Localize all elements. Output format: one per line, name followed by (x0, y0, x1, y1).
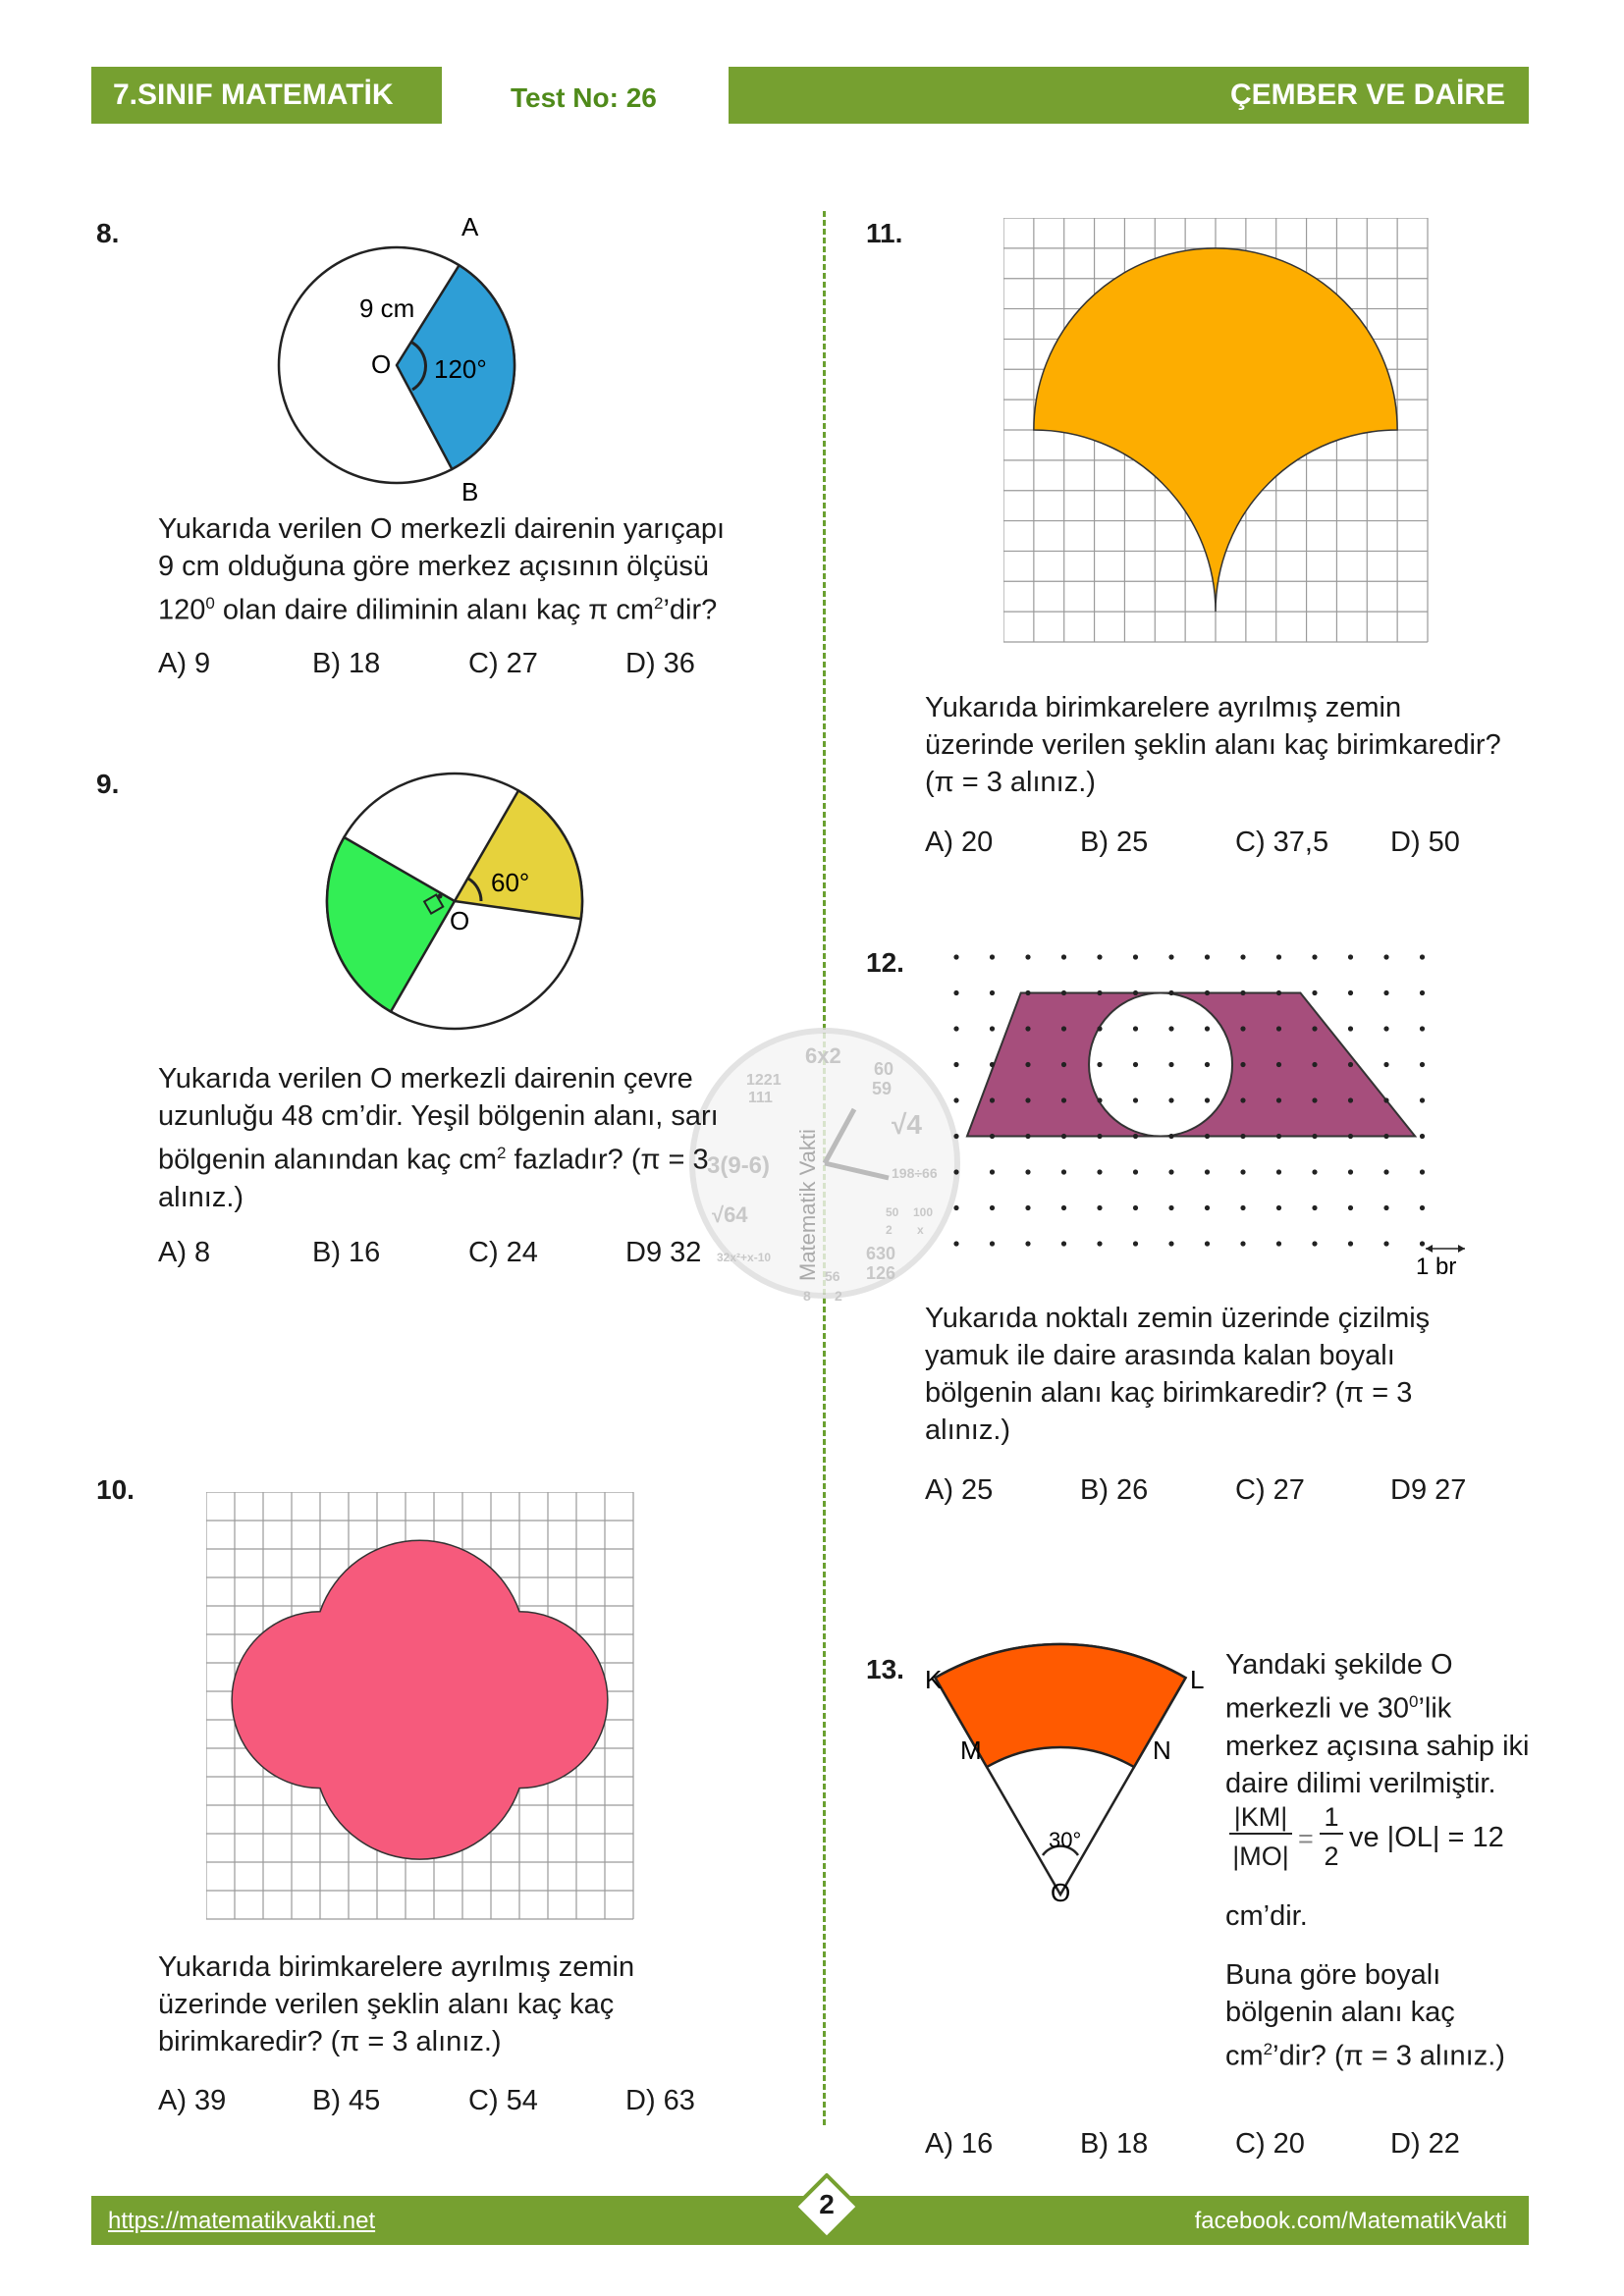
wm-snippet-4: 59 (872, 1079, 893, 1098)
q13-text-line7: bölgenin alanı kaç (1225, 1997, 1455, 2028)
q13-number: 13. (866, 1654, 904, 1684)
q12-figure (943, 942, 1473, 1286)
q10-pink-shape (232, 1540, 608, 1859)
q9-choice-a[interactable]: A) 8 (158, 1237, 211, 1268)
q10-text-line2: üzerinde verilen şeklin alanı kaç kaç (158, 1989, 615, 2020)
q9-text-line2: uzunluğu 48 cm’dir. Yeşil bölgenin alanı, sarı (158, 1100, 719, 1132)
q13-frac-num: |KM| (1229, 1802, 1292, 1835)
q11-text-line1: Yukarıda birimkarelere ayrılmış zemin (925, 692, 1402, 723)
q13-text-line8: $cm^2’dir$? (π = 3 alınız.) (1225, 2040, 1505, 2072)
q13-text-line2: merkezli ve $30^0’lik$ (1225, 1692, 1452, 1725)
q13-text-line1: Yandaki şekilde O (1225, 1649, 1453, 1681)
q8-text-line3: $120^0$ olan daire diliminin alanı kaç π $cm^2’dir$? (158, 594, 718, 626)
q13-question-cont (1225, 1897, 1559, 2075)
q13-eq-tail: ve |OL| = 12 (1349, 1822, 1504, 1853)
q10-text-line3: birimkaredir? (π = 3 alınız.) (158, 2026, 502, 2057)
q13-label-n: N (1153, 1735, 1171, 1765)
q12-question (925, 1300, 1553, 1449)
q13-label-m: M (960, 1735, 982, 1765)
header-subject: 7.SINIF MATEMATİK (91, 67, 442, 124)
q8-choice-a[interactable]: A) 9 (158, 648, 211, 679)
q9-choice-c[interactable]: C) 24 (468, 1237, 538, 1268)
q10-text-line1: Yukarıda birimkarelere ayrılmış zemin (158, 1951, 635, 1983)
q9-label-o: O (450, 906, 470, 935)
q8-choice-d[interactable]: D) 36 (625, 648, 695, 679)
footer-website-link[interactable]: https://matematikvakti.net (108, 2208, 376, 2234)
q13-choice-a[interactable]: A) 16 (925, 2128, 994, 2160)
page-number: 2 (819, 2189, 835, 2219)
q10-choice-b[interactable]: B) 45 (312, 2085, 381, 2116)
q9-figure (314, 761, 609, 1045)
wm-snippet-14: 126 (866, 1263, 896, 1283)
q13-half-den: 2 (1324, 1842, 1339, 1871)
q12-text-line2: yamuk ile daire arasında kalan boyalı (925, 1340, 1395, 1371)
q9-label-angle: 60° (491, 868, 530, 897)
q11-choice-a[interactable]: A) 20 (925, 827, 994, 858)
q8-question (158, 510, 786, 629)
q11-choice-c[interactable]: C) 37,5 (1235, 827, 1329, 858)
wm-snippet-2: 111 (748, 1090, 773, 1106)
wm-snippet-9: 50 (886, 1205, 899, 1219)
wm-snippet-13: 630 (866, 1244, 896, 1263)
q9-text-line1: Yukarıda verilen O merkezli dairenin çevre (158, 1063, 693, 1095)
q12-text-line1: Yukarıda noktalı zemin üzerinde çizilmiş (925, 1303, 1431, 1334)
q11-question (925, 689, 1553, 801)
q13-text-line6: Buna göre boyalı (1225, 1959, 1441, 1991)
q12-text-line4: alınız.) (925, 1415, 1011, 1446)
q11-text-line3: (π = 3 alınız.) (925, 767, 1096, 798)
q13-choice-d[interactable]: D) 22 (1390, 2128, 1460, 2160)
wm-snippet-10: 100 (913, 1205, 934, 1219)
watermark-title: Matematik Vakti (795, 1129, 820, 1281)
q13-choice-b[interactable]: B) 18 (1080, 2128, 1149, 2160)
q11-choice-b[interactable]: B) 25 (1080, 827, 1149, 858)
q8-choice-b[interactable]: B) 18 (312, 648, 381, 679)
wm-snippet-1: 1221 (746, 1072, 782, 1089)
q10-question (158, 1949, 786, 2060)
q13-text-line5: cm’dir. (1225, 1900, 1308, 1932)
footer-facebook-link[interactable]: facebook.com/MatematikVakti (1194, 2208, 1507, 2234)
q12-choice-b[interactable]: B) 26 (1080, 1474, 1149, 1506)
q11-figure (1003, 218, 1432, 646)
wm-snippet-3: 60 (874, 1059, 894, 1079)
q8-label-o: O (371, 349, 392, 379)
q13-question (1225, 1646, 1559, 1802)
q13-label-k: K (925, 1665, 943, 1694)
q12-text-line3: bölgenin alanı kaç birimkaredir? (π = 3 (925, 1377, 1413, 1409)
q12-choice-c[interactable]: C) 27 (1235, 1474, 1305, 1506)
q11-number: 11. (866, 218, 903, 248)
wm-snippet-0: 6x2 (805, 1043, 841, 1068)
q9-number: 9. (96, 769, 120, 799)
q12-inner-circle (1089, 993, 1232, 1137)
wm-snippet-18: 2 (835, 1288, 842, 1304)
q8-number: 8. (96, 218, 120, 248)
wm-snippet-7: 198÷66 (892, 1165, 938, 1181)
q8-label-b: B (461, 477, 479, 506)
header-topic: ÇEMBER VE DAİRE (729, 67, 1529, 124)
q10-number: 10. (96, 1474, 135, 1505)
header-test-number: Test No: 26 (511, 82, 657, 113)
q13-frac-den: |MO| (1232, 1842, 1289, 1871)
q13-half-num: 1 (1320, 1802, 1343, 1835)
q11-text-line2: üzerinde verilen şeklin alanı kaç birimkaredir? (925, 729, 1501, 761)
wm-snippet-8: √64 (712, 1202, 748, 1227)
q9-choice-b[interactable]: B) 16 (312, 1237, 381, 1268)
wm-snippet-6: 3(9-6) (707, 1152, 771, 1179)
q13-text-line4: daire dilimi verilmiştir. (1225, 1767, 1496, 1799)
q9-question (158, 1060, 786, 1216)
q8-label-a: A (461, 212, 479, 241)
q9-text-line3: bölgenin alanından kaç $cm^2$ fazladır? (π = 3 (158, 1144, 709, 1176)
q10-choice-a[interactable]: A) 39 (158, 2085, 227, 2116)
q13-label-l: L (1190, 1665, 1205, 1694)
q8-text-line1: Yukarıda verilen O merkezli dairenin yarıçapı (158, 513, 726, 545)
q8-figure (265, 211, 550, 506)
q10-figure (206, 1492, 642, 1928)
q12-number: 12. (866, 947, 904, 978)
q9-text-line4: alınız.) (158, 1181, 244, 1213)
q11-orange-shape (1034, 248, 1397, 612)
q10-choice-d[interactable]: D) 63 (625, 2085, 695, 2116)
q12-choice-d[interactable]: D9 27 (1390, 1474, 1467, 1506)
q12-unit-label: 1 br (1416, 1254, 1457, 1280)
q11-choice-d[interactable]: D) 50 (1390, 827, 1460, 858)
q8-label-angle: 120° (434, 354, 487, 384)
q9-choice-d[interactable]: D9 32 (625, 1237, 702, 1268)
q8-label-radius: 9 cm (359, 294, 415, 323)
wm-snippet-12: x (917, 1223, 924, 1237)
wm-snippet-17: 8 (803, 1288, 811, 1304)
wm-snippet-11: 2 (886, 1223, 893, 1237)
wm-snippet-15: 32x²+x-10 (717, 1251, 772, 1264)
q13-label-o: O (1051, 1878, 1071, 1907)
q8-choice-c[interactable]: C) 27 (468, 648, 538, 679)
q13-label-angle: 30° (1049, 1828, 1082, 1852)
wm-snippet-16: 56 (825, 1268, 840, 1284)
q13-figure (913, 1620, 1208, 1914)
q10-choice-c[interactable]: C) 54 (468, 2085, 538, 2116)
q8-text-line2: 9 cm olduğuna göre merkez açısının ölçüsü (158, 551, 709, 582)
q13-text-line3: merkez açısına sahip iki (1225, 1730, 1530, 1762)
q13-eq: = (1298, 1824, 1314, 1853)
q12-choice-a[interactable]: A) 25 (925, 1474, 994, 1506)
q13-choice-c[interactable]: C) 20 (1235, 2128, 1305, 2160)
wm-snippet-5: √4 (892, 1109, 922, 1140)
